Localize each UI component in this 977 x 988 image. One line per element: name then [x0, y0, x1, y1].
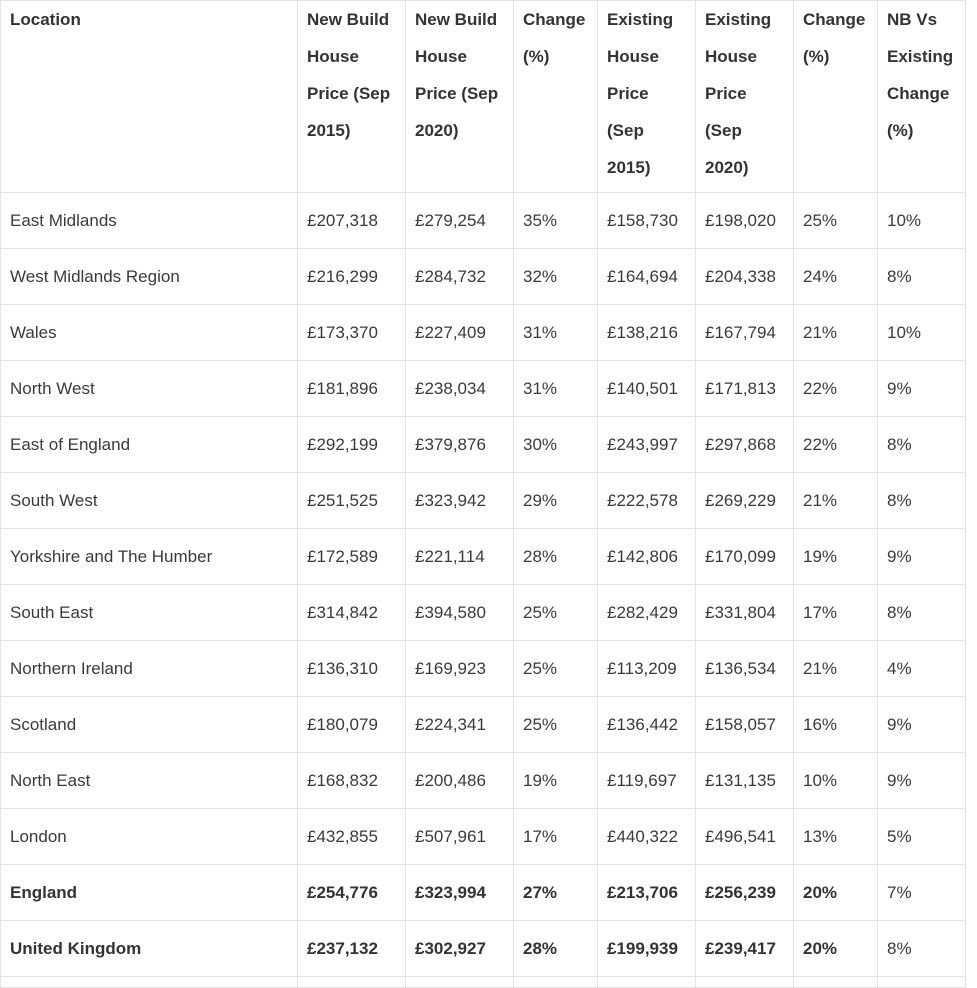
cell-nb-change: 35%: [514, 193, 598, 249]
cell-nb-price-2020: £238,034: [406, 361, 514, 417]
cell-nb-vs-existing: 7%: [878, 865, 966, 921]
table-row: [1, 529, 966, 585]
cell-nb-change: 28%: [514, 529, 598, 585]
cell-nb-price-2015: £314,842: [298, 585, 406, 641]
cell-nb-vs-existing: 8%: [878, 473, 966, 529]
header-existing-price-2015: Existing House Price (Sep 2015): [598, 1, 696, 193]
header-row: [1, 1, 966, 193]
cell-location: South East: [1, 585, 298, 641]
cell-existing-price-2020: £256,239: [696, 865, 794, 921]
cell-existing-price-2020: £239,417: [696, 921, 794, 977]
cell-existing-price-2015: £142,806: [598, 529, 696, 585]
table-row: [1, 193, 966, 249]
cell-location: Northern Ireland: [1, 641, 298, 697]
cell-existing-price-2020: £167,794: [696, 305, 794, 361]
cell-nb-vs-existing: 8%: [878, 585, 966, 641]
cell-nb-price-2020: £169,923: [406, 641, 514, 697]
cell-existing-price-2020: £496,541: [696, 809, 794, 865]
cell-nb-price-2020: £323,942: [406, 473, 514, 529]
cell-nb-price-2020: £323,994: [406, 865, 514, 921]
table-row: [1, 753, 966, 809]
cell-existing-price-2020: £204,338: [696, 249, 794, 305]
table-row: [1, 417, 966, 473]
cell-nb-price-2015: £292,199: [298, 417, 406, 473]
cell-existing-price-2015: £158,730: [598, 193, 696, 249]
cell-location: East Midlands: [1, 193, 298, 249]
cell-nb-price-2015: £181,896: [298, 361, 406, 417]
table-row: [1, 865, 966, 921]
cell-nb-change: 31%: [514, 361, 598, 417]
cell-existing-change: 22%: [794, 417, 878, 473]
cell-nb-price-2015: £168,832: [298, 753, 406, 809]
cell-nb-price-2020: £224,341: [406, 697, 514, 753]
cell-existing-price-2020: £198,020: [696, 193, 794, 249]
cell-nb-price-2015: £136,310: [298, 641, 406, 697]
cell-nb-price-2015: £180,079: [298, 697, 406, 753]
cell-nb-change: 27%: [514, 865, 598, 921]
cell-existing-price-2020: £131,135: [696, 753, 794, 809]
cell-existing-price-2015: £119,697: [598, 753, 696, 809]
cell-nb-price-2020: £394,580: [406, 585, 514, 641]
cell-nb-vs-existing: 9%: [878, 753, 966, 809]
cell-nb-price-2020: £227,409: [406, 305, 514, 361]
cell-nb-change: 28%: [514, 921, 598, 977]
cell-nb-vs-existing: 8%: [878, 921, 966, 977]
header-nb-change: Change (%): [514, 1, 598, 193]
cell-existing-price-2015: £222,578: [598, 473, 696, 529]
cell-nb-vs-existing: 10%: [878, 305, 966, 361]
cell-nb-vs-existing: 5%: [878, 809, 966, 865]
cell-nb-vs-existing: 8%: [878, 249, 966, 305]
cell-nb-change: 17%: [514, 809, 598, 865]
header-nb-price-2020: New Build House Price (Sep 2020): [406, 1, 514, 193]
cell-existing-change: 21%: [794, 641, 878, 697]
cell-existing-change: 22%: [794, 361, 878, 417]
cell-nb-price-2020: £379,876: [406, 417, 514, 473]
cell-existing-price-2020: £331,804: [696, 585, 794, 641]
cell-nb-price-2015: £216,299: [298, 249, 406, 305]
cell-nb-change: 32%: [514, 249, 598, 305]
cell-nb-price-2020: £284,732: [406, 249, 514, 305]
cell-nb-vs-existing: 4%: [878, 641, 966, 697]
cell-existing-price-2015: £440,322: [598, 809, 696, 865]
table-row: [1, 249, 966, 305]
cell-existing-price-2015: £113,209: [598, 641, 696, 697]
cell-nb-price-2015: £237,132: [298, 921, 406, 977]
cell-existing-price-2015: £164,694: [598, 249, 696, 305]
cell-nb-change: 25%: [514, 641, 598, 697]
cell-nb-price-2015: £207,318: [298, 193, 406, 249]
cell-existing-change: 25%: [794, 193, 878, 249]
cell-existing-price-2015: £282,429: [598, 585, 696, 641]
table-row: [1, 641, 966, 697]
cell-location: West Midlands Region: [1, 249, 298, 305]
table-row: [1, 585, 966, 641]
cell-location: Wales: [1, 305, 298, 361]
cell-existing-price-2020: £171,813: [696, 361, 794, 417]
table-row: [1, 921, 966, 977]
cell-nb-price-2020: £200,486: [406, 753, 514, 809]
cell-existing-price-2015: £213,706: [598, 865, 696, 921]
cell-existing-change: 10%: [794, 753, 878, 809]
header-existing-change: Change (%): [794, 1, 878, 193]
cell-existing-price-2015: £243,997: [598, 417, 696, 473]
cell-nb-price-2015: £254,776: [298, 865, 406, 921]
cell-existing-price-2015: £199,939: [598, 921, 696, 977]
cell-nb-change: 30%: [514, 417, 598, 473]
cell-nb-vs-existing: 10%: [878, 193, 966, 249]
cell-nb-vs-existing: 9%: [878, 361, 966, 417]
cell-existing-price-2020: £136,534: [696, 641, 794, 697]
cell-nb-change: 25%: [514, 697, 598, 753]
cell-existing-price-2020: £170,099: [696, 529, 794, 585]
cell-location: East of England: [1, 417, 298, 473]
cell-nb-change: 31%: [514, 305, 598, 361]
cell-existing-change: 17%: [794, 585, 878, 641]
cell-location: Yorkshire and The Humber: [1, 529, 298, 585]
cell-nb-price-2020: £507,961: [406, 809, 514, 865]
table-row: [1, 473, 966, 529]
cell-existing-change: 24%: [794, 249, 878, 305]
cell-location: Scotland: [1, 697, 298, 753]
cell-nb-vs-existing: 8%: [878, 417, 966, 473]
table-row: [1, 305, 966, 361]
cell-existing-price-2020: £297,868: [696, 417, 794, 473]
cell-location: North West: [1, 361, 298, 417]
cell-existing-change: 13%: [794, 809, 878, 865]
cell-location: North East: [1, 753, 298, 809]
cell-nb-price-2015: £173,370: [298, 305, 406, 361]
cell-location: England: [1, 865, 298, 921]
header-nb-price-2015: New Build House Price (Sep 2015): [298, 1, 406, 193]
cell-existing-price-2015: £136,442: [598, 697, 696, 753]
cell-existing-change: 20%: [794, 921, 878, 977]
cell-existing-change: 21%: [794, 473, 878, 529]
cell-location: South West: [1, 473, 298, 529]
cell-location: United Kingdom: [1, 921, 298, 977]
cell-existing-change: 21%: [794, 305, 878, 361]
cell-existing-change: 19%: [794, 529, 878, 585]
cell-existing-price-2020: £158,057: [696, 697, 794, 753]
cell-nb-change: 19%: [514, 753, 598, 809]
cell-existing-price-2015: £140,501: [598, 361, 696, 417]
cell-existing-price-2020: £269,229: [696, 473, 794, 529]
header-existing-price-2020: Existing House Price (Sep 2020): [696, 1, 794, 193]
header-location: Location: [1, 1, 298, 193]
cell-nb-price-2015: £432,855: [298, 809, 406, 865]
cell-existing-price-2015: £138,216: [598, 305, 696, 361]
cell-nb-change: 29%: [514, 473, 598, 529]
header-nb-vs-existing: NB Vs Existing Change (%): [878, 1, 966, 193]
cell-nb-price-2015: £251,525: [298, 473, 406, 529]
cell-existing-change: 20%: [794, 865, 878, 921]
table-row: [1, 361, 966, 417]
cell-nb-price-2020: £221,114: [406, 529, 514, 585]
table-row: [1, 697, 966, 753]
cell-nb-vs-existing: 9%: [878, 529, 966, 585]
cell-location: London: [1, 809, 298, 865]
cell-nb-price-2020: £279,254: [406, 193, 514, 249]
cell-existing-change: 16%: [794, 697, 878, 753]
cell-nb-vs-existing: 9%: [878, 697, 966, 753]
cell-nb-change: 25%: [514, 585, 598, 641]
table-row: [1, 809, 966, 865]
cell-nb-price-2015: £172,589: [298, 529, 406, 585]
cell-nb-price-2020: £302,927: [406, 921, 514, 977]
